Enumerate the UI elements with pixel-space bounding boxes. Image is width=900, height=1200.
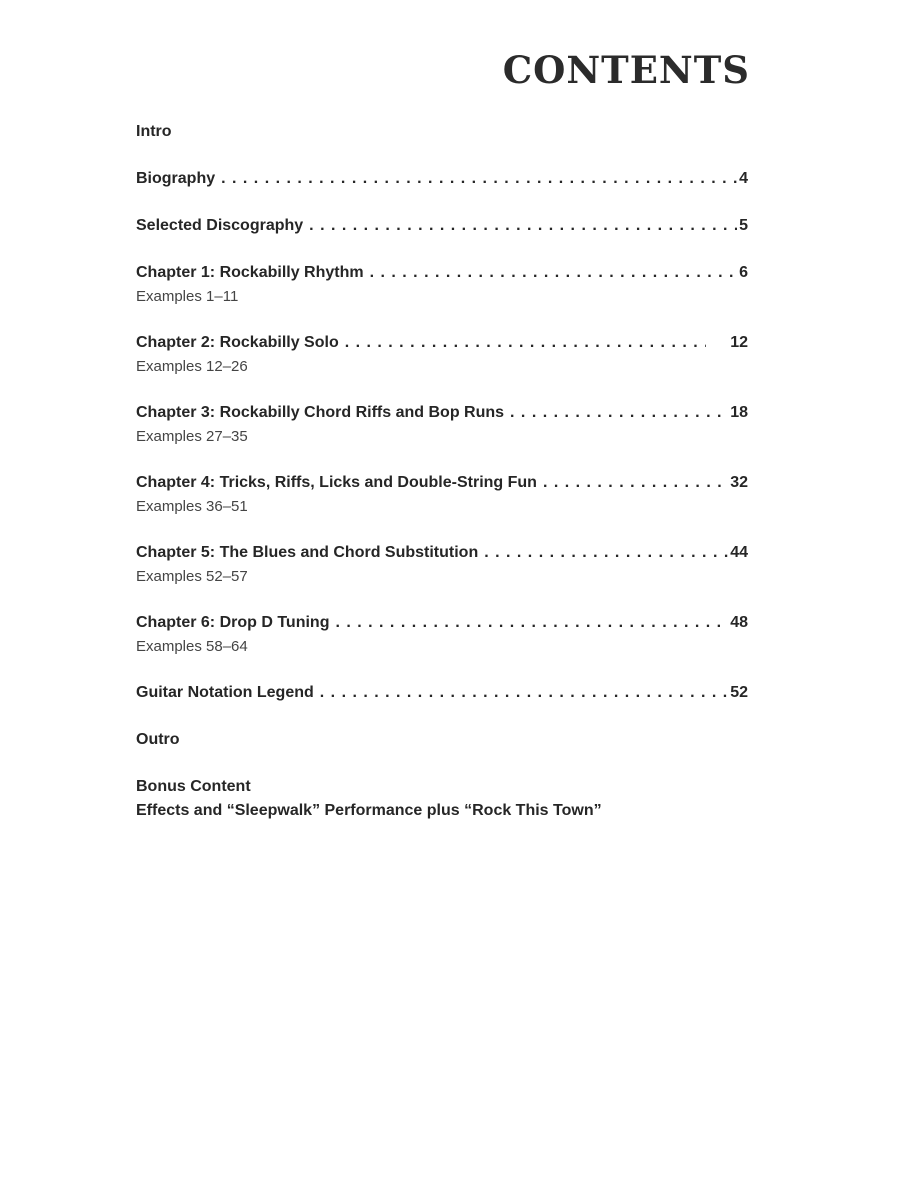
toc-entry-selected-discography[interactable]	[136, 214, 748, 238]
toc-entry-label: Intro	[136, 123, 172, 140]
toc-entry-examples: Examples 52–57	[136, 568, 248, 585]
toc-entry-chapter-5[interactable]	[136, 541, 748, 589]
dot-leader	[510, 401, 728, 425]
dot-leader	[484, 541, 728, 565]
toc-entry-label: Selected Discography	[136, 217, 304, 234]
table-of-contents	[136, 120, 748, 823]
toc-page-number: 4	[739, 170, 748, 187]
toc-page-number: 44	[730, 544, 748, 561]
dot-leader	[370, 261, 737, 285]
toc-entry-examples: Examples 12–26	[136, 358, 248, 375]
toc-entry-bonus-description: Effects and “Sleepwalk” Performance plus “Rock This Town”	[136, 802, 602, 819]
toc-entry-label: Outro	[136, 731, 180, 748]
toc-entry-examples: Examples 27–35	[136, 428, 248, 445]
dot-leader	[320, 681, 728, 705]
toc-entry-bonus-content[interactable]	[136, 775, 748, 823]
toc-entry-label: Bonus Content	[136, 778, 251, 795]
toc-entry-examples: Examples 58–64	[136, 638, 248, 655]
toc-entry-examples: Examples 36–51	[136, 498, 248, 515]
toc-page-number: 52	[730, 684, 748, 701]
dot-leader	[335, 611, 728, 635]
toc-entry-label: Chapter 2: Rockabilly Solo	[136, 334, 339, 351]
toc-entry-label: Chapter 1: Rockabilly Rhythm	[136, 264, 364, 281]
toc-entry-examples: Examples 1–11	[136, 288, 239, 305]
toc-page-number: 5	[739, 217, 748, 234]
toc-page-number: 12	[730, 334, 748, 351]
toc-entry-label: Guitar Notation Legend	[136, 684, 314, 701]
toc-page-number: 48	[730, 614, 748, 631]
toc-entry-intro[interactable]	[136, 120, 748, 144]
dot-leader	[345, 331, 706, 355]
toc-entry-chapter-2[interactable]	[136, 331, 748, 379]
toc-entry-label: Chapter 6: Drop D Tuning	[136, 614, 330, 631]
toc-entry-label: Chapter 3: Rockabilly Chord Riffs and Bop Runs	[136, 404, 505, 421]
toc-entry-biography[interactable]	[136, 167, 748, 191]
dot-leader	[543, 471, 728, 495]
toc-entry-chapter-6[interactable]	[136, 611, 748, 659]
toc-page-number: 32	[730, 474, 748, 491]
dot-leader	[309, 214, 737, 238]
toc-entry-label: Chapter 4: Tricks, Riffs, Licks and Double-String Fun	[136, 474, 537, 491]
toc-entry-label: Chapter 5: The Blues and Chord Substitution	[136, 544, 479, 561]
toc-entry-outro[interactable]	[136, 728, 748, 752]
toc-entry-chapter-3[interactable]	[136, 401, 748, 449]
toc-entry-label: Biography	[136, 170, 216, 187]
toc-page-number: 18	[730, 404, 748, 421]
toc-entry-chapter-4[interactable]	[136, 471, 748, 519]
toc-entry-chapter-1[interactable]	[136, 261, 748, 309]
page-title: CONTENTS	[502, 48, 750, 92]
dot-leader	[221, 167, 737, 191]
toc-page-number: 6	[739, 264, 748, 281]
toc-entry-guitar-notation-legend[interactable]	[136, 681, 748, 705]
